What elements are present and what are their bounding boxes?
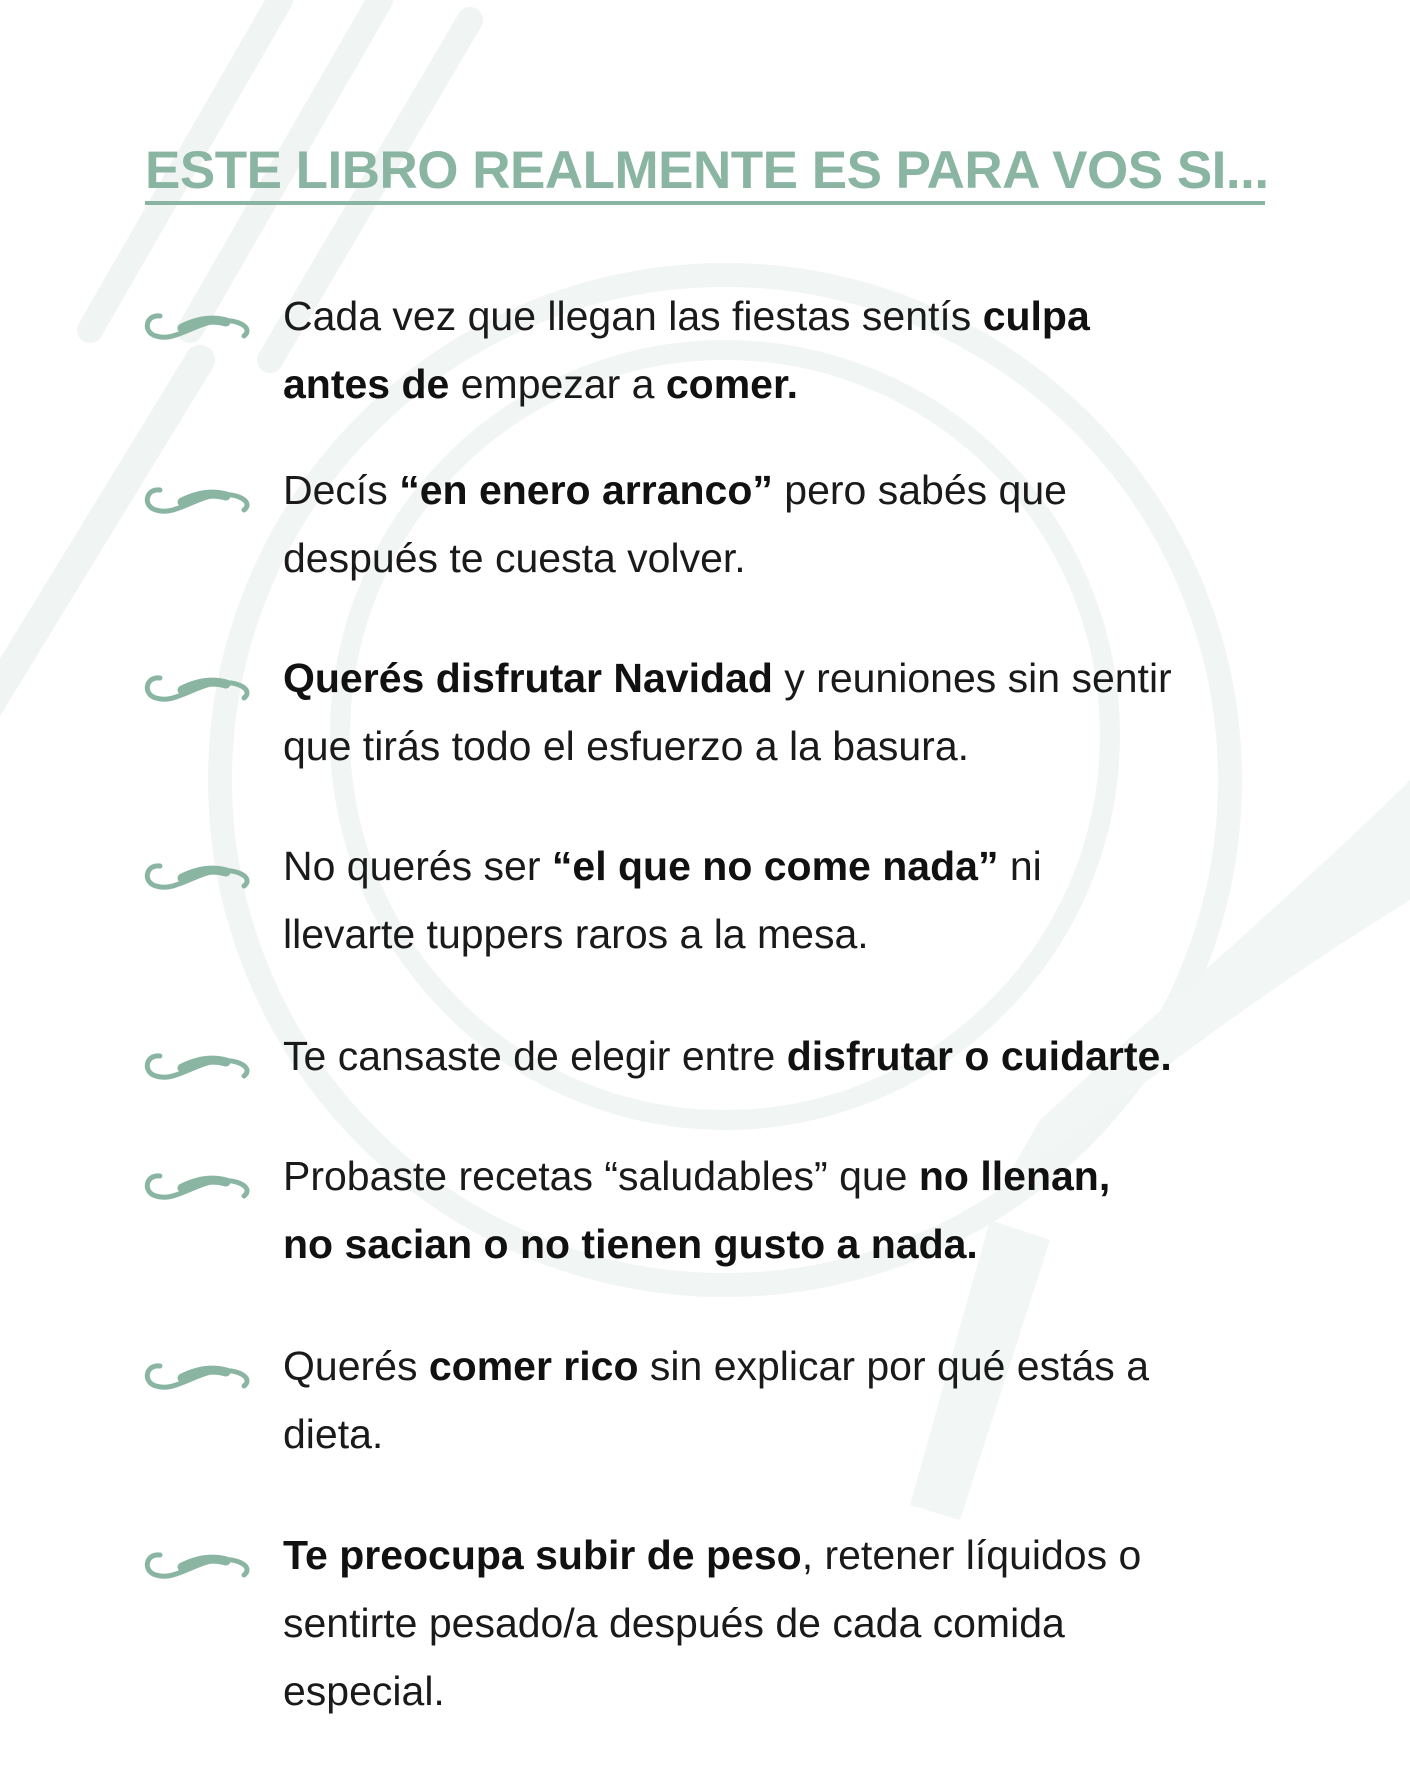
item-text-line xyxy=(283,1332,1333,1400)
item-text-line xyxy=(283,644,1333,712)
item-text-line xyxy=(283,524,1333,592)
text-phrase: Decís xyxy=(283,467,400,513)
item-text-line xyxy=(283,712,1333,780)
text-phrase: que tirás todo el esfuerzo a la basura. xyxy=(283,723,970,769)
swirl-icon xyxy=(140,480,264,524)
swirl-icon xyxy=(140,856,264,900)
text-phrase: ni xyxy=(998,843,1042,889)
bold-phrase: “en enero arranco” xyxy=(399,467,773,513)
swirl-icon xyxy=(140,1545,264,1589)
bold-phrase: comer. xyxy=(665,361,799,407)
text-phrase: empezar a xyxy=(449,361,666,407)
page-title: ESTE LIBRO REALMENTE ES PARA VOS SI... xyxy=(145,141,1269,200)
text-phrase: especial. xyxy=(283,1668,445,1714)
bold-phrase: no llenan, xyxy=(918,1153,1111,1199)
bold-phrase: “el que no come nada” xyxy=(551,843,999,889)
text-phrase: Probaste recetas “saludables” que xyxy=(283,1153,919,1199)
bold-phrase: antes de xyxy=(283,361,450,407)
bold-phrase: culpa xyxy=(982,293,1090,339)
text-phrase: dieta. xyxy=(283,1411,384,1457)
item-text-line xyxy=(283,1210,1333,1278)
bold-phrase: no sacian o no tienen gusto a nada. xyxy=(283,1221,978,1267)
text-phrase: Te cansaste de elegir entre xyxy=(283,1033,787,1079)
bold-phrase: Te preocupa subir de peso xyxy=(283,1532,802,1578)
text-phrase: No querés ser xyxy=(283,843,552,889)
item-text-line xyxy=(283,1400,1333,1468)
text-phrase: sin explicar por qué estás a xyxy=(638,1343,1149,1389)
swirl-icon xyxy=(140,1166,264,1210)
bold-phrase: Querés disfrutar Navidad xyxy=(283,655,773,701)
text-phrase: sentirte pesado/a después de cada comida xyxy=(283,1600,1065,1646)
item-text-line xyxy=(283,282,1333,350)
item-text-line xyxy=(283,1589,1333,1657)
swirl-icon xyxy=(140,1046,264,1090)
title-underline xyxy=(145,201,1265,205)
item-text-line xyxy=(283,456,1333,524)
swirl-icon xyxy=(140,1356,264,1400)
text-phrase: pero sabés que xyxy=(772,467,1067,513)
text-phrase: y reuniones sin sentir xyxy=(772,655,1172,701)
text-phrase: , retener líquidos o xyxy=(801,1532,1142,1578)
bold-phrase: disfrutar o cuidarte. xyxy=(786,1033,1172,1079)
text-phrase: llevarte tuppers raros a la mesa. xyxy=(283,911,869,957)
item-text-line xyxy=(283,1142,1333,1210)
text-phrase: después te cuesta volver. xyxy=(283,535,746,581)
bold-phrase: comer rico xyxy=(428,1343,639,1389)
swirl-icon xyxy=(140,668,264,712)
item-text-line xyxy=(283,1657,1333,1725)
item-text-line xyxy=(283,350,1333,418)
item-text-line xyxy=(283,1022,1333,1090)
text-phrase: Cada vez que llegan las fiestas sentís xyxy=(283,293,983,339)
item-text-line xyxy=(283,832,1333,900)
item-text-line xyxy=(283,1521,1333,1589)
swirl-icon xyxy=(140,306,264,350)
text-phrase: Querés xyxy=(283,1343,429,1389)
item-text-line xyxy=(283,900,1333,968)
